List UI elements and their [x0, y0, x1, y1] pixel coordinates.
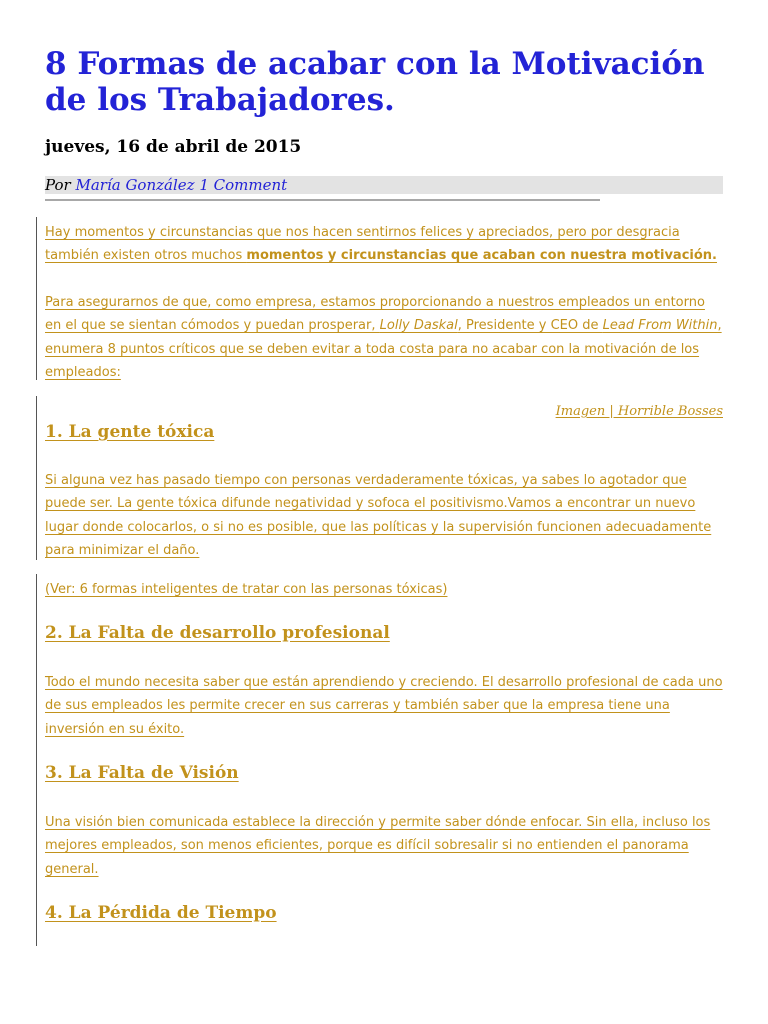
- section-2-body[interactable]: Todo el mundo necesita saber que están aprendiendo y creciendo. El desarrollo profesional de cada uno de sus empleados les permite crecer en sus carreras y también saber que la empresa tiene una inversión en su éxito.: [45, 675, 723, 737]
- intro-paragraph-1[interactable]: [45, 221, 725, 268]
- image-caption-link[interactable]: Imagen | Horrible Bosses: [555, 404, 723, 419]
- section-1-heading[interactable]: 1. La gente tóxica: [45, 422, 215, 442]
- byline: [45, 175, 287, 195]
- intro-p2-b: , Presidente y CEO de: [457, 318, 603, 334]
- author-link[interactable]: María González: [75, 176, 195, 194]
- post-date: jueves, 16 de abril de 2015: [45, 137, 302, 157]
- article-title: 8 Formas de acabar con la Motivación de los Trabajadores.: [45, 46, 705, 118]
- intro-p2-name: Lolly Daskal: [379, 318, 458, 334]
- byline-prefix: Por: [45, 176, 71, 194]
- intro-p1-bold: momentos y circunstancias que acaban con nuestra motivación.: [246, 248, 717, 264]
- intro-p1-text: Hay momentos y circunstancias que nos hacen sentirnos felices y apreciados, pero por desgracia también existen otros muchos: [45, 225, 680, 264]
- intro-p2-a: Para asegurarnos de que, como empresa, estamos proporcionando a nuestros empleados un entorno en el que se sientan cómodos y puedan prosperar,: [45, 295, 705, 334]
- quote-bar-intro: [36, 217, 37, 380]
- see-also-link[interactable]: (Ver: 6 formas inteligentes de tratar con las personas tóxicas): [45, 582, 448, 597]
- section-3-heading[interactable]: 3. La Falta de Visión: [45, 763, 239, 783]
- section-2-heading[interactable]: 2. La Falta de desarrollo profesional: [45, 623, 390, 643]
- quote-bar-section-1: [36, 396, 37, 560]
- quote-bar-sections: [36, 574, 37, 946]
- section-1-body[interactable]: Si alguna vez has pasado tiempo con personas verdaderamente tóxicas, ya sabes lo agotador que puede ser. La gente tóxica difunde negatividad y sofoca el positivismo.Vamos a encontrar un nuevo lugar donde colocarlos, o si no es posible, que las políticas y la supervisión funcionen adecuadamente para minimizar el daño.: [45, 473, 712, 558]
- intro-p2-c: , enumera 8 puntos críticos que se deben evitar a toda costa para no acabar con la motivación de los empleados:: [45, 318, 722, 380]
- section-4-heading[interactable]: 4. La Pérdida de Tiempo: [45, 903, 277, 923]
- intro-paragraph-2[interactable]: [45, 291, 725, 384]
- section-3-body[interactable]: Una visión bien comunicada establece la dirección y permite saber dónde enfocar. Sin ella, incluso los mejores empleados, son menos eficientes, porque es difícil sobresalir si no entienden el panorama general.: [45, 815, 711, 877]
- intro-p2-company: Lead From Within: [602, 318, 718, 334]
- comments-link[interactable]: 1 Comment: [199, 176, 288, 194]
- byline-divider: [45, 199, 600, 201]
